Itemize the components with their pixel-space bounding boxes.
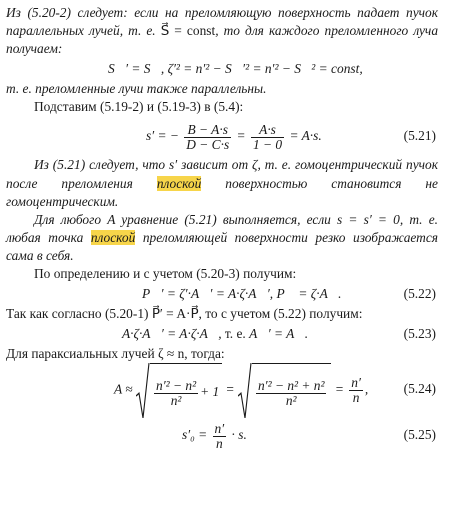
eq21-f1-num: B − A·s [184,123,231,138]
p1-text-a: Из (5.20-2) следует: если на преломляющую поверхность падает пучок параллельных лучей, т. е. [6,5,438,39]
eq24-tail: , [364,381,369,397]
eq24-r1-den: n² [170,392,182,408]
eq21-f2-num: A·s [251,123,284,138]
eq24-equals-1: = [225,381,235,397]
eq23-part-c: A⃗′ = A⃗. [249,326,309,342]
paragraph-6: По определению и с учетом (5.20-3) получим: [34,266,297,282]
eq24-r2-frac [256,379,327,408]
p5-text-b: преломляющей поверхности резко изображается сама в себя. [6,229,438,263]
eq22-text: P⃗′ = ζ′·A⃗′ = A·ζ·A⃗′, P⃗ = ζ·A⃗. [142,286,342,302]
eq24-lhs: A ≈ [114,381,133,397]
p4-text-a: Из (5.21) следует, что s′ зависит от ζ, т. е. гомоцентрический пучок после преломления [6,157,438,191]
eq21-f1-den: D − C·s [186,136,230,152]
equation-5-23 [6,323,444,345]
p4-text-b: поверхностью становится не гомоцентрическим. [6,175,438,209]
eq24-r1-tail: + 1 [200,384,220,400]
p5-highlight: плоской [90,229,136,245]
eq25-rhs: · s. [231,427,247,443]
eq24-root-1 [136,363,222,418]
eq25-number: (5.25) [403,427,436,443]
eq24-f-num: n′ [351,375,361,391]
eq25-f-den: n [216,435,223,451]
eq21-fraction-1 [184,123,231,152]
equation-5-24 [6,363,444,415]
eq24-r1-frac [154,379,198,408]
eq23-part-a: A·ζ·A⃗′ = A·ζ·A⃗, [122,326,222,342]
equation-1-text: S⃗′ = S⃗, ζ′² = n′² − S⃗′² = n′² − S⃗² = const, [108,61,363,77]
p4-highlight: плоской [156,175,202,191]
eq21-lhs: s′ = − [146,128,179,144]
eq21-number: (5.21) [403,128,436,144]
paragraph-5 [6,211,438,265]
radical-sign-icon [136,363,150,418]
equation-5-21 [6,116,444,156]
p1-inline-eq: S⃗ = const [160,23,216,39]
eq21-fraction-2 [251,123,284,152]
equation-5-25 [6,415,444,455]
paragraph-8: Для параксиальных лучей ζ ≈ n, тогда: [6,346,225,362]
paragraph-3: Подставим (5.19-2) и (5.19-3) в (5.4): [34,99,244,115]
radical-sign-icon [238,363,252,418]
eq24-r2-den: n² [285,392,297,408]
paragraph-1 [6,4,438,58]
eq25-lhs: s′₀ = [182,427,208,443]
eq22-number: (5.22) [403,286,436,302]
paragraph-7: Так как согласно (5.20-1) P⃗′ = A·P⃗, то с учетом (5.22) получим: [6,306,363,322]
eq24-r1-num: n′² − n² [156,377,197,393]
equation-5-21-body [146,116,322,156]
paragraph-2: т. е. преломленные лучи также параллельны. [6,81,267,97]
eq25-f-num: n′ [214,420,225,436]
equation-5-22 [6,283,444,305]
eq23-body [122,323,308,345]
eq21-rhs: = A·s. [289,128,322,144]
eq24-body [114,363,368,418]
paragraph-4 [6,156,438,210]
eq24-f-den: n [352,390,360,406]
eq23-part-b: т. е. [224,326,246,342]
eq24-root-2 [238,363,332,418]
eq24-frac [349,376,363,405]
eq24-number: (5.24) [403,381,436,397]
equation-1 [6,58,444,80]
p1-text-b: , то для каждого преломленного луча получаем: [6,23,439,57]
p5-text-a: Для любого A уравнение (5.21) выполняется, если s = s′ = 0, т. е. любая точка [6,211,438,245]
eq25-body [182,415,247,455]
eq23-number: (5.23) [403,326,436,342]
eq24-r2-num: n′² − n² + n² [257,377,325,393]
eq24-equals-2: = [334,381,344,397]
eq21-f2-den: 1 − 0 [252,136,283,152]
eq25-frac [213,422,227,451]
eq21-equals: = [236,128,246,144]
